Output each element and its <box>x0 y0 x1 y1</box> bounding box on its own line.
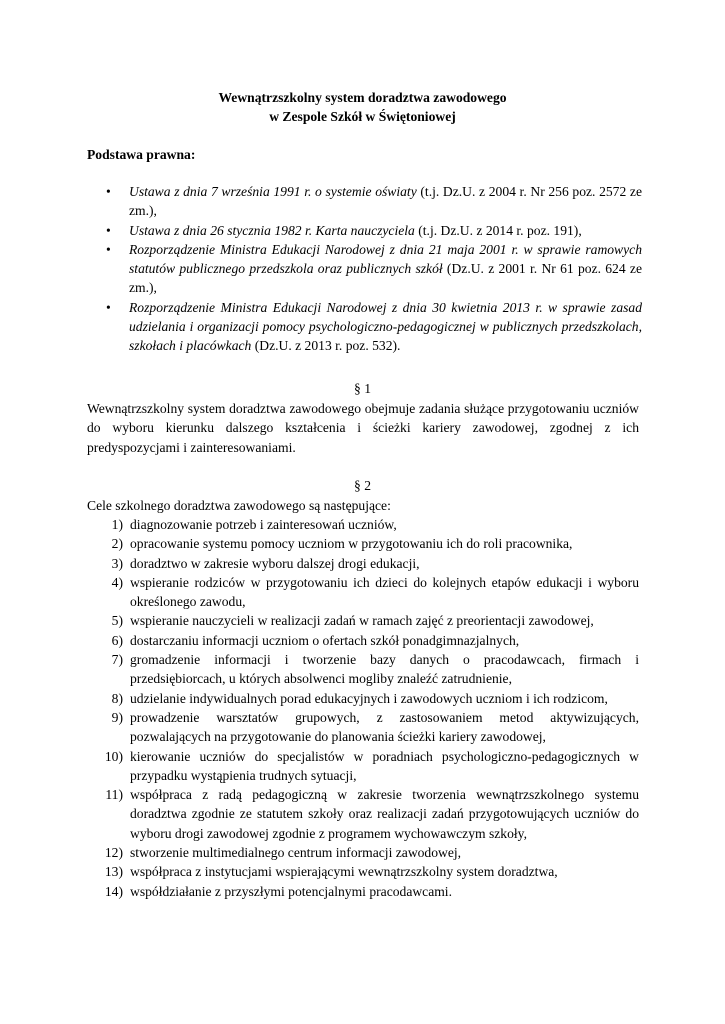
goal-number: 3) <box>111 555 123 571</box>
title-line-2: w Zespole Szkół w Świętoniowej <box>269 109 456 125</box>
act-reference: (Dz.U. z 2001 r. Nr 61 poz. 624 ze zm.), <box>129 261 642 296</box>
goal-item <box>87 534 639 553</box>
goal-item <box>87 650 639 689</box>
goal-item <box>87 554 639 573</box>
goal-item <box>87 843 639 862</box>
section-1-text: Wewnątrzszkolny system doradztwa zawodowego obejmuje zadania służące przygotowaniu uczniów do wyboru kierunku dalszego kształcenia i ścieżki kariery zawodowej, zgodnej z ich predyspozycjami i zainteresowaniami. <box>87 401 639 455</box>
goal-text: współdziałanie z przyszłymi potencjalnymi pracodawcami. <box>130 883 452 899</box>
goal-text: udzielanie indywidualnych porad edukacyjnych i zawodowych uczniom i ich rodzicom, <box>130 690 608 706</box>
document-title <box>0 88 725 127</box>
goal-text: współpraca z radą pedagogiczną w zakresie tworzenia wewnątrzszkolnego systemu doradztwa zgodnie ze statutem szkoły oraz realizacji zadań przygotowujących uczniów do wyboru drogi zawodowej zgodnie z programem wychowawczym szkoły, <box>130 787 639 841</box>
goal-number: 8) <box>111 690 123 706</box>
section-2-intro: Cele szkolnego doradztwa zawodowego są następujące: <box>87 498 391 513</box>
act-title: Ustawa z dnia 26 stycznia 1982 r. Karta nauczyciela <box>129 222 415 238</box>
goal-item <box>87 611 639 630</box>
goal-number: 4) <box>111 574 123 590</box>
goal-number: 7) <box>111 652 123 668</box>
goal-text: wspieranie nauczycieli w realizacji zadań w ramach zajęć z preorientacji zawodowej, <box>130 613 594 629</box>
goal-item <box>87 689 639 708</box>
goal-text: gromadzenie informacji i tworzenie bazy danych o pracodawcach, firmach i przedsiębiorcach, u których absolwenci mogliby znaleźć zatrudnienie, <box>130 652 639 687</box>
legal-basis-item <box>106 240 642 298</box>
act-reference: (t.j. Dz.U. z 2014 r. poz. 191), <box>414 222 582 238</box>
goal-item <box>87 515 639 534</box>
goal-text: wspieranie rodziców w przygotowaniu ich dzieci do kolejnych etapów edukacji i wyboru określonego zawodu, <box>130 574 639 610</box>
goal-text: doradztwo w zakresie wyboru dalszej drogi edukacji, <box>130 555 420 571</box>
goal-item <box>87 708 639 747</box>
goal-number: 13) <box>104 864 123 880</box>
goal-text: prowadzenie warsztatów grupowych, z zastosowaniem metod aktywizujących, pozwalających na przygotowanie do planowania ścieżki kariery zawodowej, <box>130 709 639 745</box>
act-reference: (t.j. Dz.U. z 2004 r. Nr 256 poz. 2572 ze zm.), <box>129 184 642 219</box>
legal-basis-item <box>106 298 642 356</box>
goal-text: diagnozowanie potrzeb i zainteresowań uczniów, <box>130 517 397 532</box>
goal-number: 2) <box>111 536 123 552</box>
goal-number: 11) <box>105 787 123 803</box>
goal-text: kierowanie uczniów do specjalistów w poradniach psychologiczno-pedagogicznych w przypadku wystąpienia trudnych sytuacji, <box>130 748 639 783</box>
legal-basis-item <box>106 182 642 221</box>
goal-text: stworzenie multimedialnego centrum informacji zawodowej, <box>130 845 462 861</box>
goal-number: 9) <box>111 709 123 725</box>
act-reference: (Dz.U. z 2013 r. poz. 532). <box>251 338 401 354</box>
goal-number: 14) <box>104 883 123 899</box>
act-title: Ustawa z dnia 7 września 1991 r. o systemie oświaty <box>129 184 417 199</box>
goal-text: współpraca z instytucjami wspierającymi wewnątrzszkolny system doradztwa, <box>130 864 558 880</box>
goal-item <box>87 862 639 881</box>
legal-basis-heading: Podstawa prawna: <box>87 147 196 162</box>
act-title: Rozporządzenie Ministra Edukacji Narodowej z dnia 21 maja 2001 r. w sprawie ramowych statutów publicznego przedszkola oraz publicznych szkół <box>129 241 642 277</box>
goal-item <box>87 631 639 650</box>
goal-text: dostarczaniu informacji uczniom o ofertach szkół ponadgimnazjalnych, <box>130 632 520 648</box>
goal-number: 12) <box>104 845 123 861</box>
goal-number: 6) <box>111 632 123 648</box>
act-title: Rozporządzenie Ministra Edukacji Narodowej z dnia 30 kwietnia 2013 r. w sprawie zasad udzielania i organizacji pomocy psychologiczno-pedagogicznej w publicznych przedszkolach, szkołach i placówkach <box>129 299 642 354</box>
goal-number: 10) <box>104 748 123 764</box>
title-line-1: Wewnątrzszkolny system doradztwa zawodowego <box>218 90 507 105</box>
goal-item <box>87 573 639 612</box>
legal-basis-list <box>106 182 642 356</box>
section-2-mark: § 2 <box>354 478 371 493</box>
goal-item <box>87 882 639 901</box>
legal-basis-item <box>106 221 642 240</box>
section-1-mark: § 1 <box>354 381 371 396</box>
goal-number: 1) <box>111 517 123 532</box>
goal-item <box>87 785 639 843</box>
goal-text: opracowanie systemu pomocy uczniom w przygotowaniu ich do roli pracownika, <box>130 536 573 552</box>
goals-list <box>87 515 639 901</box>
goal-item <box>87 747 639 786</box>
goal-number: 5) <box>111 613 123 629</box>
